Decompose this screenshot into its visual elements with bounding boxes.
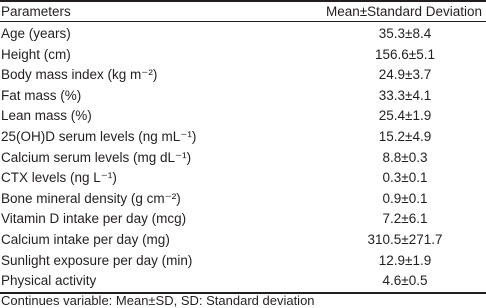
- value-cell: 24.9±3.7: [378, 67, 432, 83]
- value-cell: 0.9±0.1: [382, 190, 428, 206]
- value-cell: 35.3±8.4: [378, 26, 432, 41]
- header-parameters: Parameters: [1, 4, 71, 19]
- table-row: [0, 44, 486, 65]
- table-row: [0, 23, 486, 44]
- value-cell: 12.9±1.9: [378, 252, 432, 268]
- parameter-cell: Age (years): [1, 26, 71, 41]
- value-cell: 0.3±0.1: [382, 170, 428, 186]
- table-row: [0, 147, 486, 168]
- parameter-cell: CTX levels (ng L⁻¹): [1, 170, 117, 186]
- value-cell: 25.4±1.9: [378, 108, 432, 124]
- table-footnote: Continues variable: Mean±SD, SD: Standard deviation: [1, 293, 315, 308]
- value-cell: 310.5±271.7: [367, 231, 443, 247]
- value-cell: 156.6±5.1: [375, 46, 435, 62]
- parameter-cell: Fat mass (%): [1, 87, 82, 103]
- parameter-cell: Height (cm): [1, 46, 71, 62]
- table-row: [0, 105, 486, 126]
- parameter-cell: Physical activity: [1, 273, 97, 289]
- parameter-cell: Calcium intake per day (mg): [1, 231, 170, 247]
- parameter-cell: 25(OH)D serum levels (ng mL⁻¹): [1, 128, 197, 144]
- parameter-cell: Bone mineral density (g cm⁻²): [1, 190, 181, 206]
- table-row: [0, 188, 486, 209]
- parameter-cell: Body mass index (kg m⁻²): [1, 67, 158, 83]
- table-row: [0, 208, 486, 229]
- table-row: [0, 229, 486, 250]
- table-row: [0, 126, 486, 147]
- parameter-cell: Lean mass (%): [1, 108, 92, 124]
- value-cell: 7.2±6.1: [382, 211, 428, 227]
- value-cell: 15.2±4.9: [378, 128, 432, 144]
- value-cell: 8.8±0.3: [382, 149, 428, 165]
- header-mean-sd: Mean±Standard Deviation: [325, 4, 482, 19]
- table-row: [0, 167, 486, 188]
- table-header-rule: [0, 21, 486, 22]
- parameter-cell: Vitamin D intake per day (mcg): [1, 211, 187, 227]
- table-row: [0, 64, 486, 85]
- parameter-cell: Calcium serum levels (mg dL⁻¹): [1, 149, 192, 165]
- table-row: [0, 270, 486, 291]
- table-row: [0, 250, 486, 271]
- parameter-cell: Sunlight exposure per day (min): [1, 252, 193, 268]
- table-body: [0, 23, 486, 291]
- table-header-row: [0, 2, 486, 21]
- value-cell: 4.6±0.5: [382, 273, 428, 289]
- table-row: [0, 85, 486, 106]
- value-cell: 33.3±4.1: [378, 87, 432, 103]
